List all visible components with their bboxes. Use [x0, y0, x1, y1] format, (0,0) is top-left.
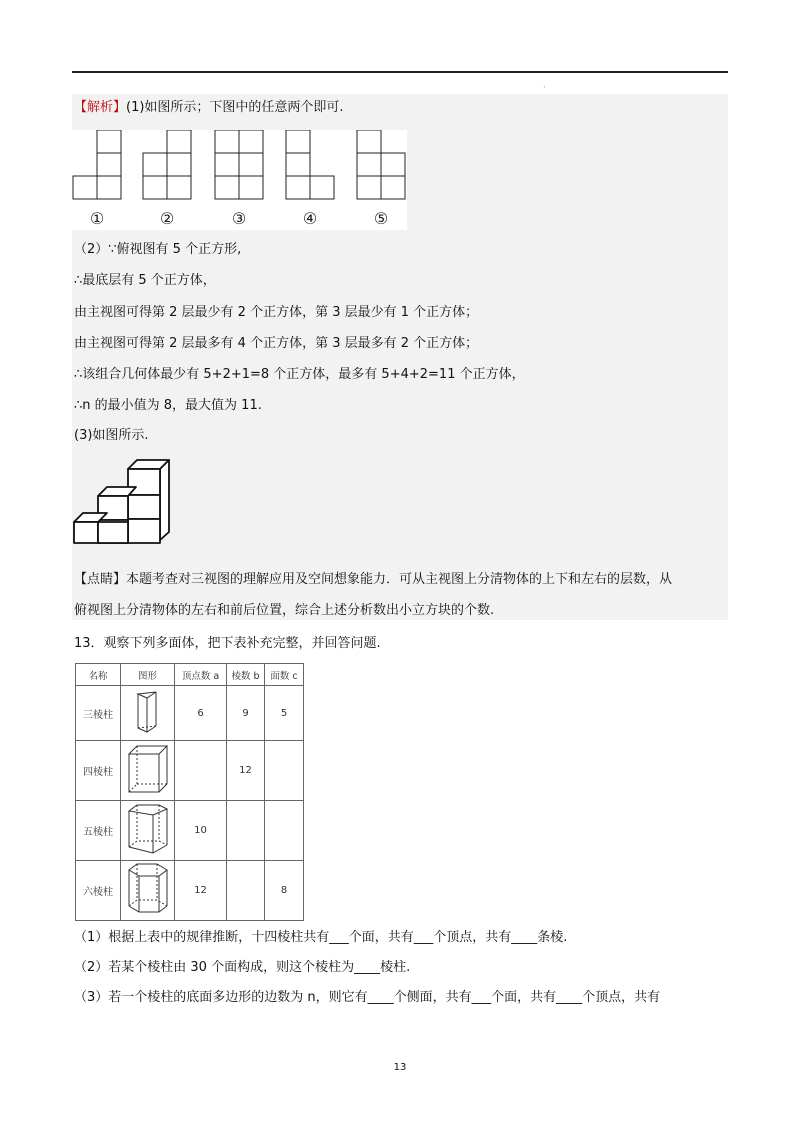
table-header-row	[76, 664, 304, 686]
q13-title: 13．观察下列多面体，把下表补充完整，并回答问题.	[74, 636, 381, 651]
pentagonal-prism-icon	[121, 801, 175, 861]
analysis-line-1	[74, 98, 344, 118]
header-vertices: 顶点数 a	[175, 664, 227, 686]
row-vertices: 10	[175, 801, 227, 861]
analysis-p1: (1)如图所示；下图中的任意两个即可.	[126, 100, 344, 115]
comment-line-2: 俯视图上分清物体的左右和前后位置，综合上述分析数出小立方块的个数.	[74, 603, 495, 618]
view-3-grid	[215, 130, 263, 199]
page-number: 13	[393, 1062, 407, 1073]
q13-sub1: （1）根据上表中的规律推断，十四棱柱共有___个面，共有___个顶点，共有____条棱.	[74, 930, 568, 945]
row-vertices: 6	[175, 686, 227, 741]
analysis-p2-6: ∴n 的最小值为 8，最大值为 11.	[74, 398, 262, 413]
row-edges	[227, 801, 265, 861]
table-row	[76, 741, 304, 801]
analysis-p2-3: 由主视图可得第 2 层最少有 2 个正方体，第 3 层最少有 1 个正方体；	[74, 305, 479, 320]
comment-line-1: 【点睛】本题考查对三视图的理解应用及空间想象能力．可从主视图上分清物体的上下和左右的层数，从	[74, 572, 673, 587]
header-faces: 面数 c	[265, 664, 304, 686]
header-dot: ·	[543, 83, 546, 92]
cube-stack-figure	[72, 458, 170, 553]
view-label-3: ③	[231, 209, 247, 228]
triangular-prism-icon	[121, 686, 175, 741]
analysis-tag: 【解析】	[74, 100, 127, 115]
header-edges: 棱数 b	[227, 664, 265, 686]
table-row	[76, 801, 304, 861]
table-row	[76, 861, 304, 921]
analysis-p2-4: 由主视图可得第 2 层最多有 4 个正方体，第 3 层最多有 2 个正方体；	[74, 336, 479, 351]
polyhedra-table	[75, 663, 304, 921]
row-name: 五棱柱	[76, 801, 121, 861]
table-row	[76, 686, 304, 741]
q13-sub2: （2）若某个棱柱由 30 个面构成，则这个棱柱为____棱柱.	[74, 960, 411, 975]
view-2-grid	[143, 130, 191, 199]
q13-sub3: （3）若一个棱柱的底面多边形的边数为 n，则它有____个侧面，共有___个面，共有____个顶点，共有	[74, 990, 661, 1005]
analysis-p2-5: ∴该组合几何体最少有 5+2+1=8 个正方体，最多有 5+4+2=11 个正方体，	[74, 367, 525, 382]
row-faces: 8	[265, 861, 304, 921]
view-4-grid	[286, 130, 334, 199]
view-label-4: ④	[302, 209, 318, 228]
view-label-1: ①	[89, 209, 105, 228]
row-name: 六棱柱	[76, 861, 121, 921]
row-name: 四棱柱	[76, 741, 121, 801]
hexagonal-prism-icon	[121, 861, 175, 921]
view-5-grid	[357, 130, 405, 199]
row-faces	[265, 741, 304, 801]
analysis-p2-1: （2）∵俯视图有 5 个正方形,	[74, 242, 242, 257]
header-shape: 图形	[121, 664, 175, 686]
quadrangular-prism-icon	[121, 741, 175, 801]
header-rule	[72, 71, 728, 73]
view-label-2: ②	[159, 209, 175, 228]
view-label-5: ⑤	[373, 209, 389, 228]
row-edges	[227, 861, 265, 921]
row-edges: 12	[227, 741, 265, 801]
row-name: 三棱柱	[76, 686, 121, 741]
row-faces	[265, 801, 304, 861]
row-vertices	[175, 741, 227, 801]
row-edges: 9	[227, 686, 265, 741]
analysis-p2-2: ∴最底层有 5 个正方体，	[74, 273, 216, 288]
row-vertices: 12	[175, 861, 227, 921]
row-faces: 5	[265, 686, 304, 741]
analysis-p3: (3)如图所示.	[74, 428, 149, 443]
view-1-grid	[73, 130, 121, 199]
header-name: 名称	[76, 664, 121, 686]
figure-front-views	[72, 130, 407, 230]
